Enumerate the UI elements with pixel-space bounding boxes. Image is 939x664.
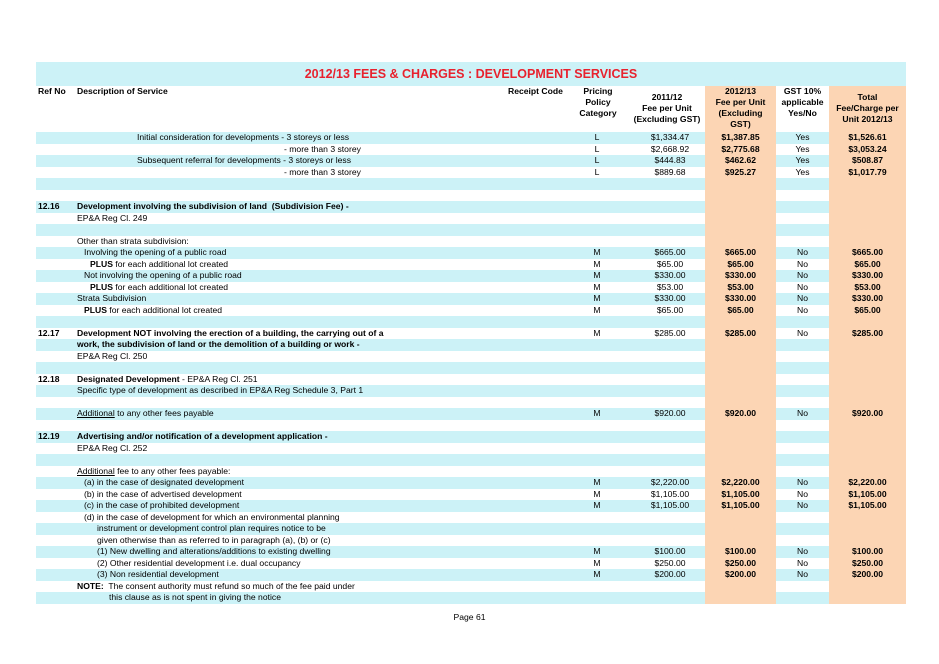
- table-row: [36, 178, 906, 190]
- header-fee-2011: 2011/12 Fee per Unit (Excluding GST): [633, 92, 701, 124]
- total-fee: $200.00: [851, 569, 884, 579]
- service-description: [284, 144, 361, 156]
- table-row: [36, 293, 906, 305]
- gst-applicable: No: [797, 281, 808, 292]
- service-description: [77, 213, 147, 225]
- gst-applicable: Yes: [795, 132, 810, 142]
- total-fee: $1,017.79: [848, 166, 887, 177]
- pricing-category: L: [594, 155, 600, 165]
- service-description: [77, 328, 384, 340]
- fee-2011: $444.83: [654, 155, 686, 165]
- description-text: Initial consideration for developments - 3 storeys or less: [137, 132, 350, 142]
- gst-applicable: No: [797, 258, 808, 269]
- pricing-category: M: [593, 477, 601, 487]
- fee-2011: $920.00: [654, 408, 686, 418]
- service-description: [97, 569, 219, 581]
- service-description: [84, 305, 222, 317]
- fee-2011: $285.00: [654, 327, 686, 338]
- fee-2011: $200.00: [654, 569, 686, 579]
- description-text: instrument or development control plan requires notice to be: [97, 523, 326, 533]
- table-row: [36, 155, 906, 167]
- description-emphasis: Designated Development: [77, 373, 180, 384]
- table-row: [36, 213, 906, 225]
- service-description: [77, 385, 363, 397]
- table-row: [36, 546, 906, 558]
- fee-2011: $1,105.00: [650, 500, 690, 510]
- service-description: [77, 466, 230, 478]
- fee-2012: $1,105.00: [721, 500, 760, 510]
- fee-2012: $920.00: [724, 408, 757, 418]
- total-fee: $330.00: [851, 270, 884, 280]
- description-text: given otherwise than as referred to in paragraph (a), (b) or (c): [97, 534, 331, 545]
- table-row: [36, 420, 906, 432]
- gst-applicable: No: [797, 304, 808, 315]
- service-description: [90, 282, 228, 294]
- service-description: [77, 443, 147, 455]
- table-row: [36, 316, 906, 328]
- fee-2012: $285.00: [724, 327, 757, 338]
- table-row: [36, 443, 906, 455]
- table-row: [36, 167, 906, 179]
- fee-2011: $665.00: [654, 247, 686, 257]
- pricing-category: M: [593, 500, 601, 510]
- fee-2012: $100.00: [724, 546, 757, 556]
- total-fee: $250.00: [851, 557, 884, 568]
- fee-2012: $462.62: [724, 155, 757, 165]
- table-row: [36, 477, 906, 489]
- description-text: Strata Subdivision: [77, 293, 147, 303]
- pricing-category: M: [593, 258, 601, 269]
- service-description: [97, 558, 301, 570]
- service-description: [97, 523, 326, 535]
- pricing-category: M: [593, 408, 601, 418]
- table-row: [36, 558, 906, 570]
- table-row: [36, 523, 906, 535]
- service-description: [77, 408, 214, 420]
- table-row: [36, 305, 906, 317]
- fee-2011: $65.00: [656, 258, 684, 269]
- table-title: 2012/13 FEES & CHARGES : DEVELOPMENT SERVICES: [36, 62, 906, 86]
- table-row: [36, 339, 906, 351]
- service-description: [77, 293, 146, 305]
- table-row: [36, 535, 906, 547]
- table-row: [36, 489, 906, 501]
- fee-2011: $100.00: [654, 546, 686, 556]
- table-row: [36, 201, 906, 213]
- total-fee: $65.00: [854, 258, 881, 269]
- table-row: [36, 144, 906, 156]
- service-description: [77, 236, 189, 248]
- table-row: [36, 385, 906, 397]
- pricing-category: L: [594, 132, 600, 142]
- gst-applicable: No: [797, 569, 808, 579]
- total-fee: $330.00: [851, 293, 884, 303]
- total-fee: $1,105.00: [848, 500, 887, 510]
- service-description: [90, 259, 228, 271]
- service-description: [84, 270, 242, 282]
- total-fee: $65.00: [854, 304, 881, 315]
- description-text: fee to any other fees payable:: [114, 465, 231, 476]
- fee-2012: $2,775.68: [721, 143, 760, 154]
- gst-applicable: No: [797, 247, 808, 257]
- fee-2011: $1,334.47: [650, 132, 690, 142]
- fee-2012: $665.00: [724, 247, 757, 257]
- service-description: [84, 512, 340, 524]
- description-text: for each additional lot created: [112, 258, 229, 269]
- gst-applicable: No: [797, 488, 808, 499]
- pricing-category: M: [593, 281, 601, 292]
- description-emphasis: NOTE:: [77, 580, 104, 591]
- fee-2011: $2,220.00: [650, 477, 690, 487]
- description-text: (b) in the case of advertised development: [84, 488, 242, 499]
- table-row: [36, 408, 906, 420]
- page-number: Page 61: [453, 612, 486, 622]
- table-row: [36, 362, 906, 374]
- table-row: [36, 374, 906, 386]
- table-row: [36, 500, 906, 512]
- description-underline: Additional: [77, 408, 115, 418]
- total-fee: $1,526.61: [848, 132, 887, 142]
- total-fee: $665.00: [851, 247, 884, 257]
- description-text: Specific type of development as described in EP&A Reg Schedule 3, Part 1: [77, 385, 364, 395]
- gst-applicable: Yes: [795, 155, 810, 165]
- ref-no: 12.18: [38, 373, 60, 384]
- description-underline: Additional: [77, 465, 115, 476]
- ref-no: 12.19: [38, 431, 60, 441]
- table-row: [36, 466, 906, 478]
- fee-2012: $330.00: [724, 293, 757, 303]
- pricing-category: M: [593, 557, 601, 568]
- table-row: [36, 351, 906, 363]
- ref-no: 12.16: [38, 201, 60, 211]
- description-text: work, the subdivision of land or the demolition of a building or work -: [77, 339, 360, 349]
- description-text: to any other fees payable: [114, 408, 214, 418]
- table-header: [36, 86, 906, 132]
- pricing-category: M: [593, 270, 601, 280]
- gst-applicable: No: [797, 293, 808, 303]
- table-row: [36, 132, 906, 144]
- description-text: - EP&A Reg Cl. 251: [179, 373, 258, 384]
- total-fee: $508.87: [851, 155, 884, 165]
- fee-2012: $200.00: [724, 569, 757, 579]
- gst-applicable: No: [797, 500, 808, 510]
- service-description: [77, 351, 147, 363]
- description-text: for each additional lot created: [112, 281, 229, 292]
- service-description: [84, 247, 226, 259]
- fee-2012: $65.00: [727, 304, 754, 315]
- header-receipt-code: Receipt Code: [508, 86, 563, 96]
- description-emphasis: PLUS: [90, 258, 113, 269]
- description-text: Other than strata subdivision:: [77, 235, 189, 246]
- total-fee: $100.00: [851, 546, 884, 556]
- service-description: [97, 546, 331, 558]
- service-description: [284, 167, 361, 179]
- table-row: [36, 454, 906, 466]
- table-row: [36, 397, 906, 409]
- fee-2012: $2,220.00: [721, 477, 760, 487]
- table-row: [36, 431, 906, 443]
- service-description: [84, 477, 244, 489]
- header-pricing-category: Pricing Policy Category: [579, 86, 617, 118]
- gst-applicable: Yes: [795, 166, 810, 177]
- total-fee: $285.00: [851, 327, 884, 338]
- total-fee: $1,105.00: [848, 488, 887, 499]
- fee-2012: $250.00: [724, 557, 757, 568]
- total-fee: $3,053.24: [848, 143, 887, 154]
- fees-table: [36, 62, 906, 604]
- service-description: [109, 592, 281, 604]
- gst-applicable: No: [797, 557, 808, 568]
- fee-2012: $330.00: [724, 270, 757, 280]
- pricing-category: L: [594, 143, 600, 154]
- description-text: (3) Non residential development: [97, 569, 219, 579]
- header-description: Description of Service: [77, 86, 168, 96]
- description-text: The consent authority must refund so much of the fee paid under: [103, 580, 355, 591]
- gst-applicable: No: [797, 270, 808, 280]
- description-text: (2) Other residential development i.e. dual occupancy: [97, 557, 301, 568]
- gst-applicable: No: [797, 546, 808, 556]
- service-description: [77, 581, 355, 593]
- table-row: [36, 224, 906, 236]
- description-text: - more than 3 storey: [284, 166, 361, 177]
- description-text: (1) New dwelling and alterations/additions to existing dwelling: [97, 546, 331, 556]
- fee-2011: $65.00: [656, 304, 684, 315]
- service-description: [77, 431, 328, 443]
- table-row: [36, 247, 906, 259]
- description-text: EP&A Reg Cl. 249: [77, 212, 148, 223]
- description-text: Advertising and/or notification of a development application -: [77, 431, 328, 441]
- gst-applicable: No: [797, 477, 808, 487]
- pricing-category: L: [594, 166, 600, 177]
- description-text: Subsequent referral for developments - 3 storeys or less: [137, 155, 351, 165]
- table-row: [36, 581, 906, 593]
- total-fee: $53.00: [854, 281, 881, 292]
- header-fee-2012: 2012/13 Fee per Unit (Excluding GST): [715, 86, 766, 129]
- description-text: - more than 3 storey: [284, 143, 361, 154]
- pricing-category: M: [593, 488, 601, 499]
- table-row: [36, 282, 906, 294]
- fee-2012: $65.00: [727, 258, 754, 269]
- service-description: [77, 339, 360, 351]
- fee-2012: $925.27: [724, 166, 757, 177]
- table-row: [36, 270, 906, 282]
- gst-applicable: No: [797, 408, 808, 418]
- table-row: [36, 328, 906, 340]
- fee-2011: $889.68: [654, 166, 686, 177]
- service-description: [84, 500, 239, 512]
- pricing-category: M: [593, 293, 601, 303]
- description-text: Development involving the subdivision of land (Subdivision Fee) -: [77, 201, 349, 211]
- header-total: Total Fee/Charge per Unit 2012/13: [836, 92, 899, 124]
- table-row: [36, 236, 906, 248]
- table-row: [36, 512, 906, 524]
- description-text: Involving the opening of a public road: [84, 247, 227, 257]
- fee-2011: $330.00: [654, 270, 686, 280]
- table-row: [36, 569, 906, 581]
- total-fee: $2,220.00: [848, 477, 887, 487]
- description-text: this clause as is not spent in giving the notice: [109, 592, 281, 602]
- fee-2011: $330.00: [654, 293, 686, 303]
- pricing-category: M: [593, 327, 601, 338]
- table-body: [36, 132, 906, 604]
- pricing-category: M: [593, 569, 601, 579]
- description-text: Development NOT involving the erection of a building, the carrying out of a: [77, 327, 384, 338]
- description-emphasis: PLUS: [84, 304, 107, 315]
- fee-2011: $1,105.00: [650, 488, 690, 499]
- gst-applicable: No: [797, 327, 808, 338]
- description-text: EP&A Reg Cl. 252: [77, 442, 148, 453]
- fee-2012: $1,105.00: [721, 488, 760, 499]
- service-description: [137, 132, 349, 144]
- fee-2012: $1,387.85: [721, 132, 760, 142]
- description-text: for each additional lot created: [106, 304, 223, 315]
- description-text: (d) in the case of development for which an environmental planning: [84, 511, 340, 522]
- fee-2011: $2,668.92: [650, 143, 690, 154]
- service-description: [137, 155, 351, 167]
- header-ref-no: Ref No: [38, 86, 66, 96]
- description-text: Not involving the opening of a public road: [84, 270, 242, 280]
- table-row: [36, 190, 906, 202]
- description-emphasis: PLUS: [90, 281, 113, 292]
- description-text: (c) in the case of prohibited development: [84, 500, 240, 510]
- description-text: EP&A Reg Cl. 250: [77, 350, 148, 361]
- description-text: (a) in the case of designated development: [84, 477, 245, 487]
- fee-2011: $250.00: [654, 557, 686, 568]
- header-gst: GST 10% applicable Yes/No: [781, 86, 824, 118]
- service-description: [77, 374, 258, 386]
- pricing-category: M: [593, 247, 601, 257]
- total-fee: $920.00: [851, 408, 884, 418]
- gst-applicable: Yes: [795, 143, 810, 154]
- service-description: [77, 201, 349, 213]
- service-description: [84, 489, 242, 501]
- pricing-category: M: [593, 546, 601, 556]
- fee-2011: $53.00: [656, 281, 684, 292]
- table-row: [36, 259, 906, 271]
- table-row: [36, 592, 906, 604]
- fee-2012: $53.00: [727, 281, 754, 292]
- service-description: [97, 535, 331, 547]
- pricing-category: M: [593, 304, 601, 315]
- ref-no: 12.17: [38, 327, 60, 338]
